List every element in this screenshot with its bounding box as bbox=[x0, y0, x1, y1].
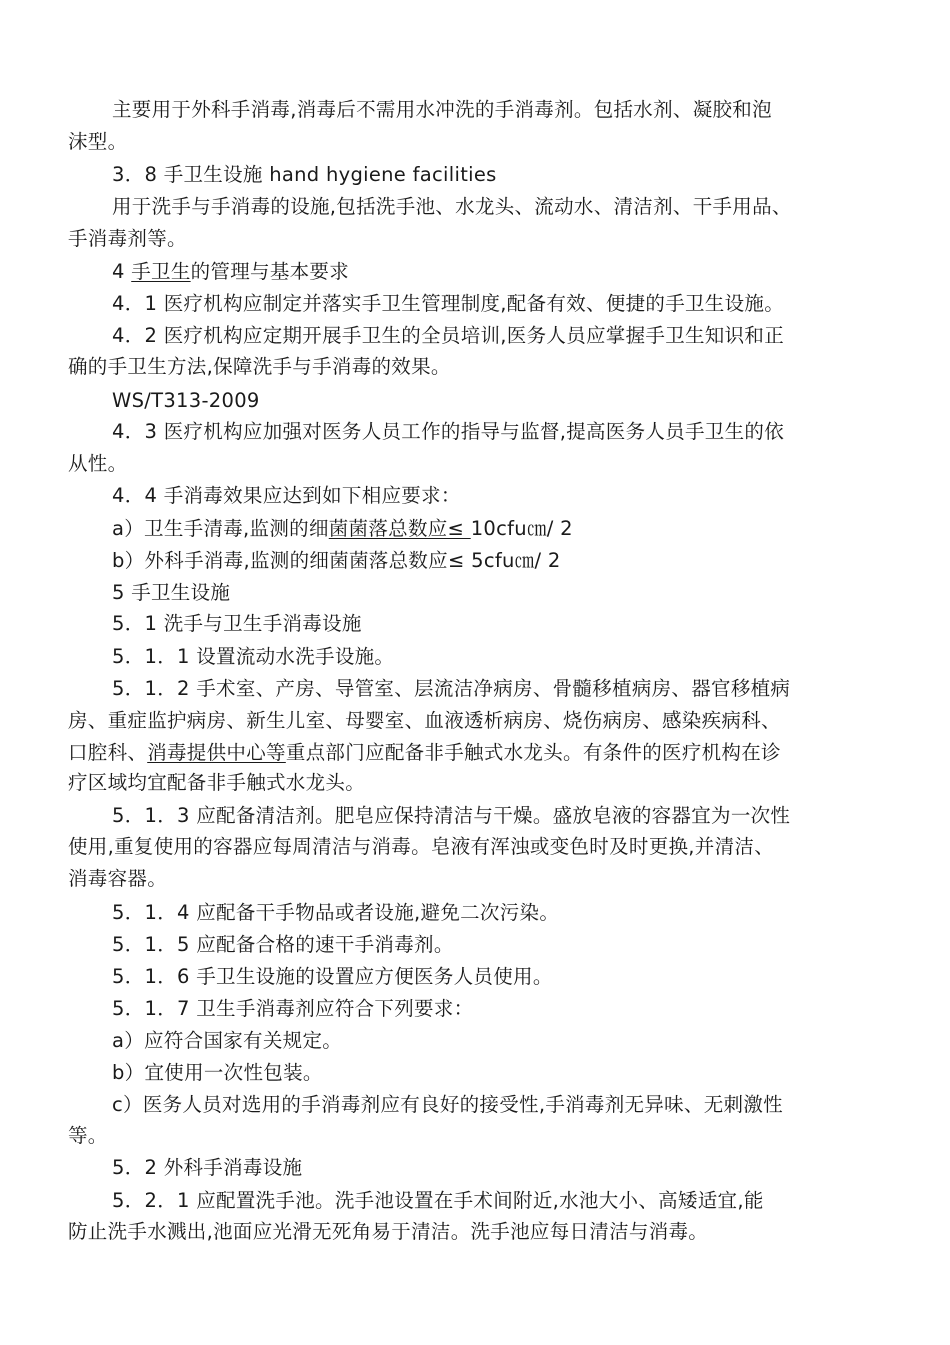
text-line: 房、重症监护病房、新生儿室、母婴室、血液透析病房、烧伤病房、感染疾病科、 bbox=[68, 709, 781, 732]
text-line: 防止洗手水溅出,池面应光滑无死角易于清洁。洗手池应每日清洁与消毒。 bbox=[68, 1220, 709, 1243]
section-heading: 4 手卫生的管理与基本要求 bbox=[112, 260, 350, 283]
section-heading: 3．8 手卫生设施 hand hygiene facilities bbox=[112, 163, 497, 186]
text-line: a）卫生手清毒,监测的细菌菌落总数应≤ 10cfu㎝/ 2 bbox=[112, 517, 573, 540]
text-line: 4．4 手消毒效果应达到如下相应要求： bbox=[112, 484, 461, 507]
text-line: 用于洗手与手消毒的设施,包括洗手池、水龙头、流动水、清洁剂、干手用品、 bbox=[112, 195, 792, 218]
text-line: b）宜使用一次性包装。 bbox=[112, 1061, 323, 1084]
text-line: c）医务人员对选用的手消毒剂应有良好的接受性,手消毒剂无异味、无刺激性 bbox=[112, 1093, 783, 1116]
section-heading: 5．2 外科手消毒设施 bbox=[112, 1156, 303, 1179]
text-line: 确的手卫生方法,保障洗手与手消毒的效果。 bbox=[68, 355, 451, 378]
text-line: 4．3 医疗机构应加强对医务人员工作的指导与监督,提高医务人员手卫生的依 bbox=[112, 420, 785, 443]
text-line: a）应符合国家有关规定。 bbox=[112, 1029, 343, 1052]
text-line: b）外科手消毒,监测的细菌菌落总数应≤ 5cfu㎝/ 2 bbox=[112, 549, 561, 572]
text-line: 等。 bbox=[68, 1124, 108, 1147]
text-line: 5．1．2 手术室、产房、导管室、层流洁净病房、骨髓移植病房、器官移植病 bbox=[112, 677, 791, 700]
text-line: 使用,重复使用的容器应每周清洁与消毒。皂液有浑浊或变色时及时更换,并清洁、 bbox=[68, 835, 774, 858]
section-heading: 5 手卫生设施 bbox=[112, 581, 231, 604]
text-line: 疗区域均宜配备非手触式水龙头。 bbox=[68, 771, 366, 794]
section-heading: 5．1 洗手与卫生手消毒设施 bbox=[112, 612, 362, 635]
text-line: 口腔科、消毒提供中心等重点部门应配备非手触式水龙头。有条件的医疗机构在诊 bbox=[68, 741, 781, 764]
text-line: 5．1．6 手卫生设施的设置应方便医务人员使用。 bbox=[112, 965, 553, 988]
text-line: 5．1．3 应配备清洁剂。肥皂应保持清洁与干燥。盛放皂液的容器宜为一次性 bbox=[112, 804, 791, 827]
text-line: 沫型。 bbox=[68, 130, 128, 153]
text-line: 5．1．5 应配备合格的速干手消毒剂。 bbox=[112, 933, 454, 956]
text-line: 手消毒剂等。 bbox=[68, 227, 187, 250]
text-line: 主要用于外科手消毒,消毒后不需用水冲洗的手消毒剂。包括水剂、凝胶和泡 bbox=[112, 98, 772, 121]
text-line: 消毒容器。 bbox=[68, 867, 168, 890]
text-line: 5．1．7 卫生手消毒剂应符合下列要求： bbox=[112, 997, 474, 1020]
text-line: 4．2 医疗机构应定期开展手卫生的全员培训,医务人员应掌握手卫生知识和正 bbox=[112, 324, 785, 347]
text-line: 4．1 医疗机构应制定并落实手卫生管理制度,配备有效、便捷的手卫生设施。 bbox=[112, 292, 785, 315]
text-line: 5．1．1 设置流动水洗手设施。 bbox=[112, 645, 395, 668]
text-line: 5．2．1 应配置洗手池。洗手池设置在手术间附近,水池大小、高矮适宜,能 bbox=[112, 1189, 764, 1212]
text-line: 5．1．4 应配备干手物品或者设施,避免二次污染。 bbox=[112, 901, 560, 924]
standard-code: WS/T313-2009 bbox=[112, 389, 260, 412]
text-line: 从性。 bbox=[68, 452, 128, 475]
